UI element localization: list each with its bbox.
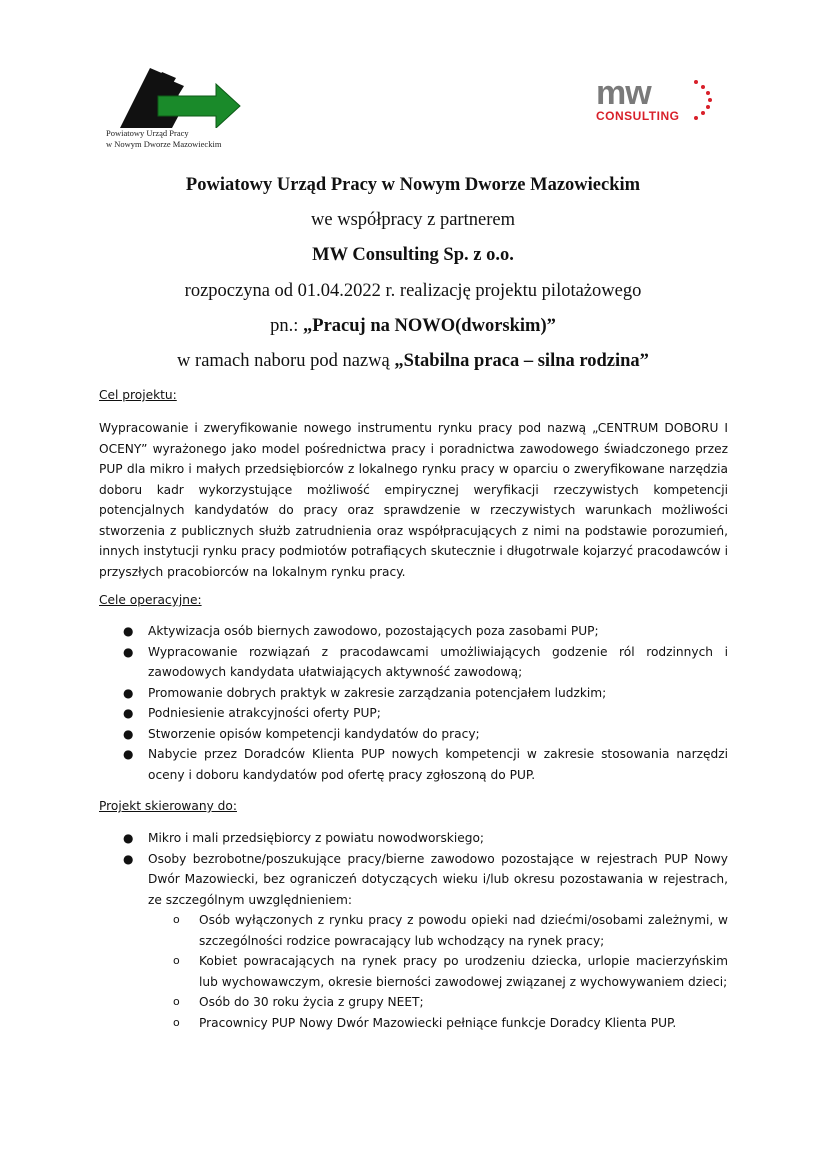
section-heading-cel-projektu: Cel projektu: xyxy=(99,388,177,402)
section-heading-projekt-skierowany: Projekt skierowany do: xyxy=(99,799,237,813)
sublist-item: o Kobiet powracających na rynek pracy po urodzeniu dziecka, urlopie macierzyńskim lub wychowawczym, okresie bierności zawodowej związanej z wychowywaniem dzieci; xyxy=(148,951,728,992)
list-item: ● Nabycie przez Doradców Klienta PUP nowych kompetencji w zakresie stosowania narzędzi oceny i doboru kandydatów pod ofertę pracy zgłoszoną do PUP. xyxy=(99,744,728,785)
bullet-icon: ● xyxy=(123,851,134,866)
pup-logo-text-line1: Powiatowy Urząd Pracy xyxy=(106,128,189,138)
header-line-3: MW Consulting Sp. z o.o. xyxy=(312,245,514,265)
sublist-item: o Pracownicy PUP Nowy Dwór Mazowiecki pełniące funkcje Doradcy Klienta PUP. xyxy=(148,1013,728,1034)
sublist-item: o Osób do 30 roku życia z grupy NEET; xyxy=(148,992,728,1013)
pup-logo-text-line2: w Nowym Dworze Mazowieckim xyxy=(106,139,222,149)
header-line-2: we współpracy z partnerem xyxy=(311,210,515,230)
header-line-4: rozpoczyna od 01.04.2022 r. realizację projektu pilotażowego xyxy=(184,281,642,301)
list-item: ● Podniesienie atrakcyjności oferty PUP; xyxy=(99,703,728,724)
bullet-icon: ● xyxy=(123,706,134,720)
list-item: ● Aktywizacja osób biernych zawodowo, pozostających poza zasobami PUP; xyxy=(99,621,728,642)
mw-consulting-logo-graphic xyxy=(594,74,724,126)
circle-bullet-icon: o xyxy=(173,954,180,967)
bullet-icon: ● xyxy=(123,726,134,741)
list-item: ● Promowanie dobrych praktyk w zakresie zarządzania potencjałem ludzkim; xyxy=(99,683,728,704)
bullet-icon: ● xyxy=(123,831,134,845)
circle-bullet-icon: o xyxy=(173,913,180,926)
header-line-1: Powiatowy Urząd Pracy w Nowym Dworze Mazowieckim xyxy=(185,175,641,195)
section-heading-cele-operacyjne: Cele operacyjne: xyxy=(99,593,202,607)
projekt-skierowany-sublist xyxy=(148,910,728,1033)
bullet-icon: ● xyxy=(123,624,134,638)
projekt-skierowany-list xyxy=(99,828,728,1033)
mw-logo-consulting: CONSULTING xyxy=(596,109,680,123)
mw-consulting-logo xyxy=(594,74,724,126)
list-item: ● Osoby bezrobotne/poszukujące pracy/bierne zawodowo pozostające w rejestrach PUP Nowy Dwór Mazowiecki, bez ograniczeń dotyczących wieku i/lub okresu pozostawania w rejestrach, ze szczególnym uwzględnieniem: o Osób wyłączonych z rynku pracy z powodu opieki nad dziećmi/osobami zależnymi, w szczególności rodzice powracający lub wchodzący na rynek pracy; o Kobiet powracających na rynek pracy po urodzeniu dziecka, urlopie macierzyńskim lub wychowawczym, okresie bierności zawodowej związanej z wychowywaniem dzieci; o Osób do 30 roku życia z grupy NEET; o Pracownicy PUP Nowy Dwór Mazowiecki pełniące funkcje Doradcy Klienta PUP. xyxy=(99,849,728,1034)
list-item: ● Stworzenie opisów kompetencji kandydatów do pracy; xyxy=(99,724,728,745)
cel-projektu-paragraph: Wypracowanie i zweryfikowanie nowego instrumentu rynku pracy pod nazwą „CENTRUM DOBORU I OCENY” wyrażonego jako model pośrednictwa pracy i poradnictwa zawodowego świadczonego przez PUP dla mikro i małych przedsiębiorców z lokalnego rynku pracy w oparciu o zweryfikowane narzędzia doboru kadr wykorzystujące możliwość empirycznej weryfikacji rzeczywistych kompetencji potencjalnych kandydatów do pracy oraz sprawdzenie w rzeczywistych warunkach możliwości stworzenia z publicznych służb zatrudnienia oraz współpracujących z nimi na podstawie porozumień, innych instytucji rynku pracy podmiotów potrafiących skutecznie i długotrwale kojarzyć pracodawców i przyszłych pracobiorców na lokalnym rynku pracy. xyxy=(99,421,728,579)
circle-bullet-icon: o xyxy=(173,995,180,1008)
bullet-icon: ● xyxy=(123,747,134,761)
list-item: ● Wypracowanie rozwiązań z pracodawcami umożliwiających godzenie ról rodzinnych i zawodowych kandydata ułatwiających aktywność zawodową; xyxy=(99,642,728,683)
header-line-5: pn.: „Pracuj na NOWO(dworskim)” xyxy=(270,316,556,336)
mw-logo-letters: mw xyxy=(596,74,651,112)
sublist-item: o Osób wyłączonych z rynku pracy z powodu opieki nad dziećmi/osobami zależnymi, w szczególności rodzice powracający lub wchodzący na rynek pracy; xyxy=(148,910,728,951)
bullet-icon: ● xyxy=(123,685,134,700)
circle-bullet-icon: o xyxy=(173,1015,180,1029)
cele-operacyjne-list xyxy=(99,621,728,785)
pup-logo-text xyxy=(106,128,221,150)
pup-logo xyxy=(100,66,250,156)
list-item: ● Mikro i mali przedsiębiorcy z powiatu nowodworskiego; xyxy=(99,828,728,849)
pup-logo-graphic xyxy=(112,66,242,128)
header-line-6: w ramach naboru pod nazwą „Stabilna praca – silna rodzina” xyxy=(177,351,649,371)
bullet-icon: ● xyxy=(123,644,134,659)
